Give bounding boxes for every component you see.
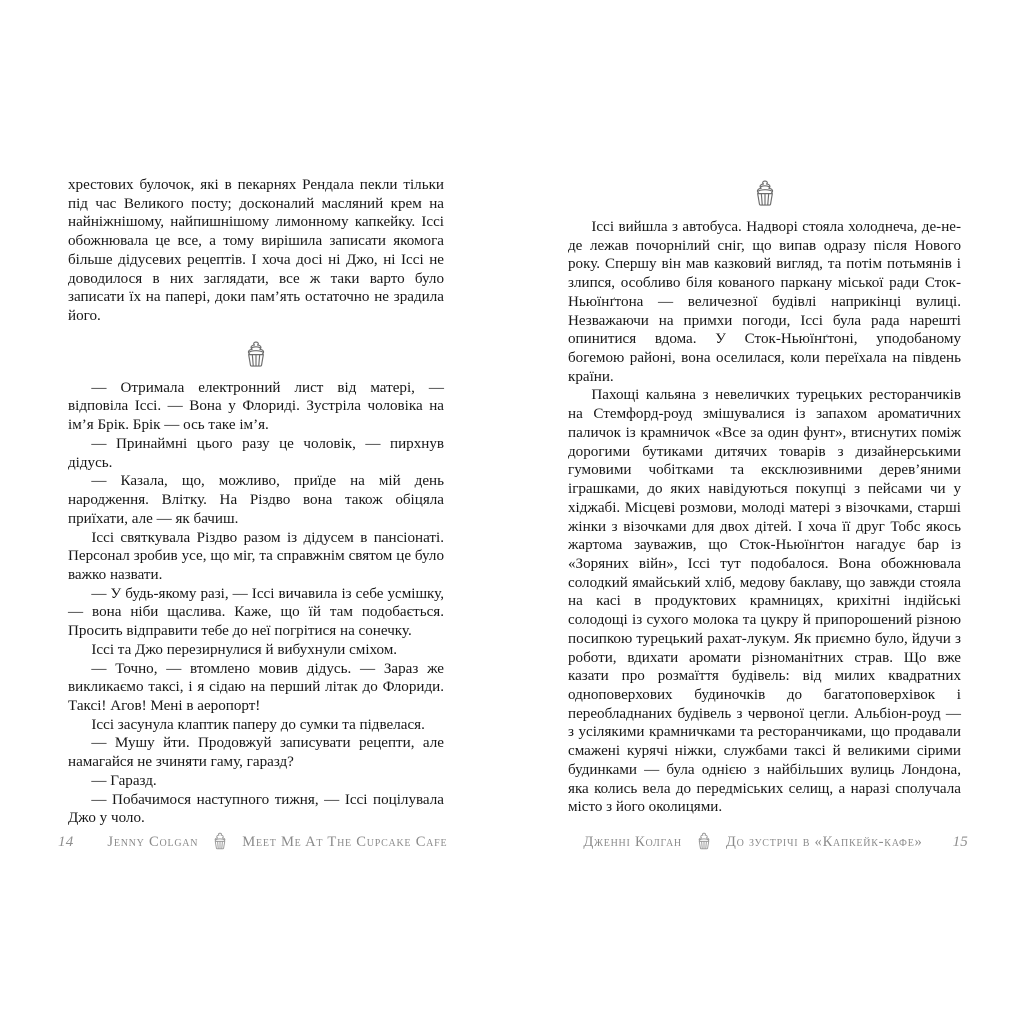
page-number: 14 xyxy=(58,833,74,850)
paragraph: хрестових булочок, які в пекарнях Рендала пекли тільки під час Великого посту; досконалий масляний крем на найніжнішому, найпишнішому лимонному капкейку. Іссі обожнювала це все, а тому вирішила записати якомога більше дідусевих рецептів. І хоча досі ні Джо, ні Іссі не доводилося в них заглядати, все ж таки варто було записати їх на папері, доки пам’ять остаточно не зрадила його. xyxy=(68,177,444,325)
running-head-author: Jenny Colgan xyxy=(107,833,199,850)
paragraph: Іссі засунула клаптик паперу до сумки та підвелася. xyxy=(91,716,425,733)
cupcake-icon xyxy=(239,337,273,371)
running-head-title: Meet Me At The Cupcake Cafe xyxy=(242,833,448,850)
section-break-ornament xyxy=(68,337,444,371)
paragraph: — У будь-якому разі, — Іссі вичавила із себе усмішку, — вона ніби щаслива. Каже, що їй там подобається. Просить відправити тебе до неї погрітися на сонечку. xyxy=(68,585,444,640)
left-page-textblock xyxy=(68,176,444,828)
cupcake-icon xyxy=(748,176,782,210)
right-page-textblock xyxy=(568,176,961,817)
paragraph: — Мушу йти. Продовжуй записувати рецепти, але намагайся не зчиняти гаму, гаразд? xyxy=(68,735,444,771)
paragraph: — Казала, що, можливо, приїде на мій день народження. Влітку. На Різдво вона також обіцяла приїхати, але — як бачиш. xyxy=(68,473,444,527)
running-head-title: До зустрічі в «Капкейк-кафе» xyxy=(725,833,923,850)
left-page-footer xyxy=(58,829,448,855)
page-number: 15 xyxy=(952,833,968,850)
section-break-ornament xyxy=(568,176,961,210)
paragraph: — Отримала електронний лист від матері, — відповіла Іссі. — Вона у Флориді. Зустріла чоловіка на ім’я Брік. Брік — ось таке ім’я. xyxy=(68,379,444,434)
paragraph: — Гаразд. xyxy=(91,772,157,789)
paragraph: — Точно, — втомлено мовив дідусь. — Зараз же викликаємо таксі, і я сідаю на перший літак до Флориди. Таксі! Агов! Мені в аеропорт! xyxy=(68,660,444,714)
right-page xyxy=(512,0,1024,1024)
paragraph: Іссі та Джо перезирнулися й вибухнули сміхом. xyxy=(91,641,398,658)
paragraph: Іссі святкувала Різдво разом із дідусем в пансіонаті. Персонал зробив усе, що міг, та справжнім святом це було важко назвати. xyxy=(68,529,444,583)
paragraph: Іссі вийшла з автобуса. Надворі стояла холоднеча, де-не-де лежав почорнілий сніг, що випав одразу після Нового року. Спершу він мав казковий вигляд, та потім потьмянів і злипся, особливо біля кованого паркану міської ради Сток-Ньюїнґтона — величезної будівлі наприкінці вулиці. Незважаючи на примхи погоди, Іссі була рада нарешті опинитися вдома. У Сток-Ньюїнґтоні, уподобаному богемою районі, вона оселилася, коли переїхала на південь країни. xyxy=(568,219,961,385)
cupcake-icon xyxy=(693,830,715,852)
paragraph: — Принаймні цього разу це чоловік, — пирхнув дідусь. xyxy=(68,435,444,471)
paragraph: — Побачимося наступного тижня, — Іссі поцілувала Джо у чоло. xyxy=(68,791,444,827)
running-head-author: Дженні Колган xyxy=(583,833,682,850)
cupcake-icon xyxy=(209,830,231,852)
paragraph: Пахощі кальяна з невеличких турецьких ресторанчиків на Стемфорд-роуд змішувалися із запахом ароматичних паличок із крамничок «Все за один фунт», втиснутих поміж дорогими бутиками дитячих товарів з дизайнерськими гумовими чобітками та ексклюзивними дерев’яними іграшками, до яких навідуються покупці з пейсами чи у хіджабі. Місцеві розмови, молоді матері з візочками, старші жінки з візочками для двох дітей. І хоча її друг Тобс якось жартома зауважив, що Сток-Ньюїнґтон нагадує бар із «Зоряних війн», Іссі тут подобалося. Вона обожнювала солодкий ямайський хліб, медову баклаву, що завжди стояла на касі в продуктових крамницях, крихітні індійські солодощі із сухого молока та цукру й припорошений різною посипкою турецький рахат-лукум. Як приємно було, йдучи з роботи, вдихати аромати різноманітних страв. Що вже казати про розмаїття будівель: від милих квадратних одноповерхових будиночків до багатоповерхівок і переобладнаних будівель з червоної цегли. Альбіон-роуд — з усілякими крамничками та ресторанчиками, що продавали смажені курячі ніжки, службами таксі й великими сірими будинками — була однією з найбільших вулиць Лондона, яка колись вела до передміських селищ, а наразі сполучала місто з його околицями. xyxy=(568,387,961,816)
right-page-footer xyxy=(568,829,968,855)
